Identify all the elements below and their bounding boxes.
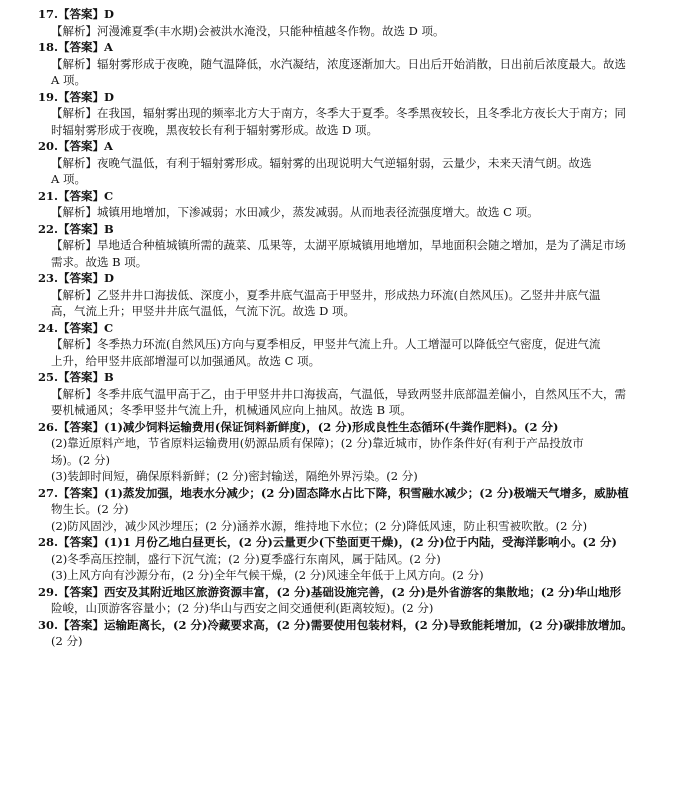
answer-line: (2 分) <box>51 634 83 648</box>
answer-head: 18.【答案】A <box>38 40 113 54</box>
analysis-line: 【解析】河漫滩夏季(丰水期)会被洪水淹没，只能种植越冬作物。故选 D 项。 <box>51 23 445 38</box>
answer-head: 23.【答案】D <box>38 271 114 285</box>
answer-line: (2)冬季高压控制，盛行下沉气流；(2 分)夏季盛行东南风，属于陆风。(2 分) <box>51 551 441 566</box>
answer-item-24 <box>38 320 655 370</box>
answer-head: 29.【答案】西安及其附近地区旅游资源丰富，(2 分)基础设施完善，(2 分)是外省游客的集散地；(2 分)华山地形 <box>38 584 622 599</box>
answer-line: 场)。(2 分) <box>51 452 110 467</box>
answer-item-25 <box>38 369 655 419</box>
answer-line: 物生长。(2 分) <box>51 502 129 516</box>
answer-head: 26.【答案】(1)减少饲料运输费用(保证饲料新鲜度)，(2 分)形成良性生态循环(牛粪作肥料)。(2 分) <box>38 419 559 434</box>
analysis-line: A 项。 <box>51 73 86 87</box>
answer-head: 27.【答案】(1)蒸发加强，地表水分减少；(2 分)固态降水占比下降，积雪融水减少；(2 分)极端天气增多，威胁植 <box>38 485 629 500</box>
answer-line: 险峻，山顶游客容量小；(2 分)华山与西安之间交通便利(距离较短)。(2 分) <box>51 601 434 615</box>
answer-item-23 <box>38 270 655 320</box>
answer-item-26 <box>38 419 655 485</box>
analysis-line: 【解析】冬季热力环流(自然风压)方向与夏季相反，甲竖井气流上升。人工增湿可以降低空气密度，促进气流 <box>51 337 601 351</box>
answer-head: 17.【答案】D <box>38 7 114 21</box>
analysis-line: 时辐射雾形成于夜晚，黑夜较长有利于辐射雾形成。故选 D 项。 <box>51 122 379 137</box>
analysis-line: 上升，给甲竖井底部增湿可以加强通风。故选 C 项。 <box>51 353 321 368</box>
answer-line: (3)装卸时间短，确保原料新鲜；(2 分)密封输送，隔绝外界污染。(2 分) <box>51 469 418 483</box>
analysis-line: 高，气流上升；甲竖井井底气温低，气流下沉。故选 D 项。 <box>51 304 356 318</box>
answer-item-21 <box>38 188 655 221</box>
analysis-line: 【解析】旱地适合种植城镇所需的蔬菜、瓜果等，太湖平原城镇用地增加，旱地面积会随之增加，是为了满足市场 <box>51 238 626 252</box>
answer-item-29 <box>38 584 655 617</box>
answer-item-19 <box>38 89 655 139</box>
answer-item-17 <box>38 6 655 39</box>
answer-item-27 <box>38 485 655 535</box>
analysis-line: 需求。故选 B 项。 <box>51 254 148 269</box>
answer-item-20 <box>38 138 655 188</box>
analysis-line: 【解析】夜晚气温低，有利于辐射雾形成。辐射雾的出现说明大气逆辐射弱，云量少，未来天清气朗。故选 <box>51 155 592 170</box>
answer-head: 28.【答案】(1)1 月份乙地白昼更长，(2 分)云量更少(下垫面更干燥)，(2 分)位于内陆，受海洋影响小。(2 分) <box>38 535 617 549</box>
answer-head: 22.【答案】B <box>38 221 114 236</box>
analysis-line: 【解析】辐射雾形成于夜晚，随气温降低，水汽凝结，浓度逐渐加大。日出后开始消散，日出前后浓度最大。故选 <box>51 56 626 71</box>
answer-line: (3)上风方向有沙源分布，(2 分)全年气候干燥，(2 分)风速全年低于上风方向。(2 分) <box>51 568 484 582</box>
answer-line: (2)靠近原料产地，节省原料运输费用(奶源品质有保障)；(2 分)靠近城市，协作条件好(有利于产品投放市 <box>51 436 584 450</box>
answer-head: 19.【答案】D <box>38 89 114 104</box>
answer-head: 24.【答案】C <box>38 320 114 335</box>
answer-head: 20.【答案】A <box>38 139 113 153</box>
analysis-line: 要机械通风；冬季甲竖井气流上升，机械通风应向上抽风。故选 B 项。 <box>51 403 412 417</box>
answer-item-18 <box>38 39 655 89</box>
analysis-line: 【解析】乙竖井井口海拔低、深度小，夏季井底气温高于甲竖井，形成热力环流(自然风压)。乙竖井井底气温 <box>51 287 601 302</box>
analysis-line: 【解析】在我国，辐射雾出现的频率北方大于南方，冬季大于夏季。冬季黑夜较长，且冬季北方夜长大于南方；同 <box>51 106 626 120</box>
analysis-line: A 项。 <box>51 172 86 186</box>
answer-line: (2)防风固沙，减少风沙埋压；(2 分)涵养水源，维持地下水位；(2 分)降低风速，防止积雪被吹散。(2 分) <box>51 518 588 533</box>
answer-head: 30.【答案】运输距离长，(2 分)冷藏要求高，(2 分)需要使用包装材料，(2 分)导致能耗增加，(2 分)碳排放增加。 <box>38 617 633 632</box>
answer-head: 25.【答案】B <box>38 370 114 384</box>
answer-item-28 <box>38 534 655 584</box>
analysis-line: 【解析】冬季井底气温甲高于乙，由于甲竖井井口海拔高，气温低，导致两竖井底部温差偏小，自然风压不大，需 <box>51 386 626 401</box>
answer-head: 21.【答案】C <box>38 188 114 203</box>
answer-item-30 <box>38 617 655 650</box>
analysis-line: 【解析】城镇用地增加，下渗减弱；水田减少，蒸发减弱。从而地表径流强度增大。故选 C 项。 <box>51 205 539 219</box>
answer-item-22 <box>38 221 655 271</box>
